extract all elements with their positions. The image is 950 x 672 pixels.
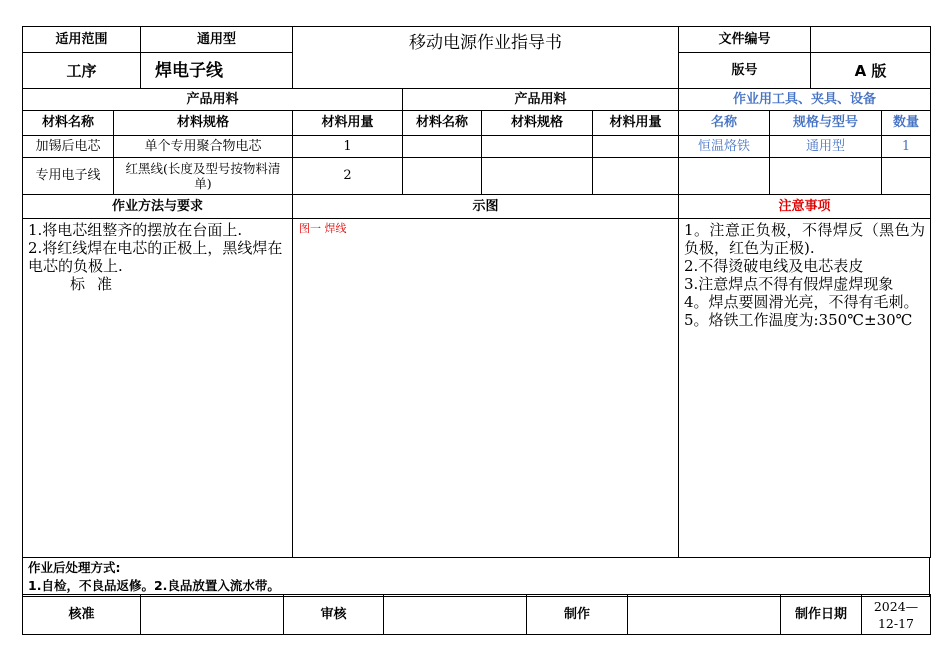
make-value xyxy=(628,595,781,635)
date-label: 制作日期 xyxy=(781,595,862,635)
material2-name xyxy=(403,158,482,195)
col-tool-qty: 数量 xyxy=(882,111,931,136)
process-value: 焊电子线 xyxy=(141,53,293,89)
method-step-2: 2.将红线焊在电芯的正极上，黑线焊在电芯的负极上. xyxy=(28,239,283,275)
version-label: 版号 xyxy=(679,53,811,89)
note-2: 2.不得烫破电线及电芯表皮 xyxy=(684,257,864,275)
tools-title: 作业用工具、夹具、设备 xyxy=(679,89,931,111)
material2-spec xyxy=(482,136,593,158)
diagram-caption: 图一 焊线 xyxy=(299,222,347,235)
diagram-area xyxy=(293,219,679,558)
doc-title: 移动电源作业指导书 xyxy=(293,27,679,89)
note-1: 1。注意正负极，不得焊反（黑色为负极，红色为正极). xyxy=(684,221,925,257)
material-spec: 单个专用聚合物电芯 xyxy=(114,136,293,158)
material2-spec xyxy=(482,158,593,195)
after-process-text: 1.自检，不良品返修。2.良品放置入流水带。 xyxy=(28,578,280,593)
table-row xyxy=(23,136,931,158)
approve-value xyxy=(141,595,284,635)
process-label: 工序 xyxy=(23,53,141,89)
diagram-title: 示图 xyxy=(293,195,679,219)
method-standard: 标准 xyxy=(70,275,125,293)
tool-model: 通用型 xyxy=(770,136,882,158)
tool-model xyxy=(770,158,882,195)
materials-group2-title: 产品用料 xyxy=(403,89,679,111)
note-3: 3.注意焊点不得有假焊虚焊现象 xyxy=(684,275,894,293)
col2-material-spec: 材料规格 xyxy=(482,111,593,136)
footer-table xyxy=(22,594,931,635)
review-label: 审核 xyxy=(284,595,384,635)
after-process-label: 作业后处理方式: xyxy=(28,560,121,575)
file-no-label: 文件编号 xyxy=(679,27,811,53)
material2-qty xyxy=(593,136,679,158)
method-title: 作业方法与要求 xyxy=(23,195,293,219)
col2-material-qty: 材料用量 xyxy=(593,111,679,136)
review-value xyxy=(384,595,527,635)
materials-table xyxy=(22,88,931,195)
notes-content xyxy=(679,219,931,558)
scope-label: 适用范围 xyxy=(23,27,141,53)
materials-group1-title: 产品用料 xyxy=(23,89,403,111)
col-material-name: 材料名称 xyxy=(23,111,114,136)
method-content xyxy=(23,219,293,558)
tool-qty xyxy=(882,158,931,195)
notes-title: 注意事项 xyxy=(679,195,931,219)
material-spec: 红黑线(长度及型号按物料清单) xyxy=(114,158,293,195)
note-5: 5。烙铁工作温度为:350℃±30℃ xyxy=(684,311,913,329)
note-4: 4。焊点要圆滑光亮，不得有毛刺。 xyxy=(684,293,919,311)
approve-label: 核准 xyxy=(23,595,141,635)
material2-name xyxy=(403,136,482,158)
after-process-table xyxy=(22,557,930,597)
version-value: A 版 xyxy=(811,53,931,89)
header-table xyxy=(22,26,931,89)
file-no-value xyxy=(811,27,931,53)
scope-value: 通用型 xyxy=(141,27,293,53)
work-section-table xyxy=(22,194,931,558)
make-label: 制作 xyxy=(527,595,628,635)
material-qty: 1 xyxy=(293,136,403,158)
col-material-spec: 材料规格 xyxy=(114,111,293,136)
tool-name: 恒温烙铁 xyxy=(679,136,770,158)
date-value: 2024—12-17 xyxy=(862,595,931,635)
col-tool-name: 名称 xyxy=(679,111,770,136)
col2-material-name: 材料名称 xyxy=(403,111,482,136)
col-tool-model: 规格与型号 xyxy=(770,111,882,136)
method-step-1: 1.将电芯组整齐的摆放在台面上. xyxy=(28,221,243,239)
tool-qty: 1 xyxy=(882,136,931,158)
material2-qty xyxy=(593,158,679,195)
tool-name xyxy=(679,158,770,195)
material-name: 专用电子线 xyxy=(23,158,114,195)
material-qty: 2 xyxy=(293,158,403,195)
after-process xyxy=(23,558,930,597)
table-row xyxy=(23,158,931,195)
material-name: 加锡后电芯 xyxy=(23,136,114,158)
col-material-qty: 材料用量 xyxy=(293,111,403,136)
